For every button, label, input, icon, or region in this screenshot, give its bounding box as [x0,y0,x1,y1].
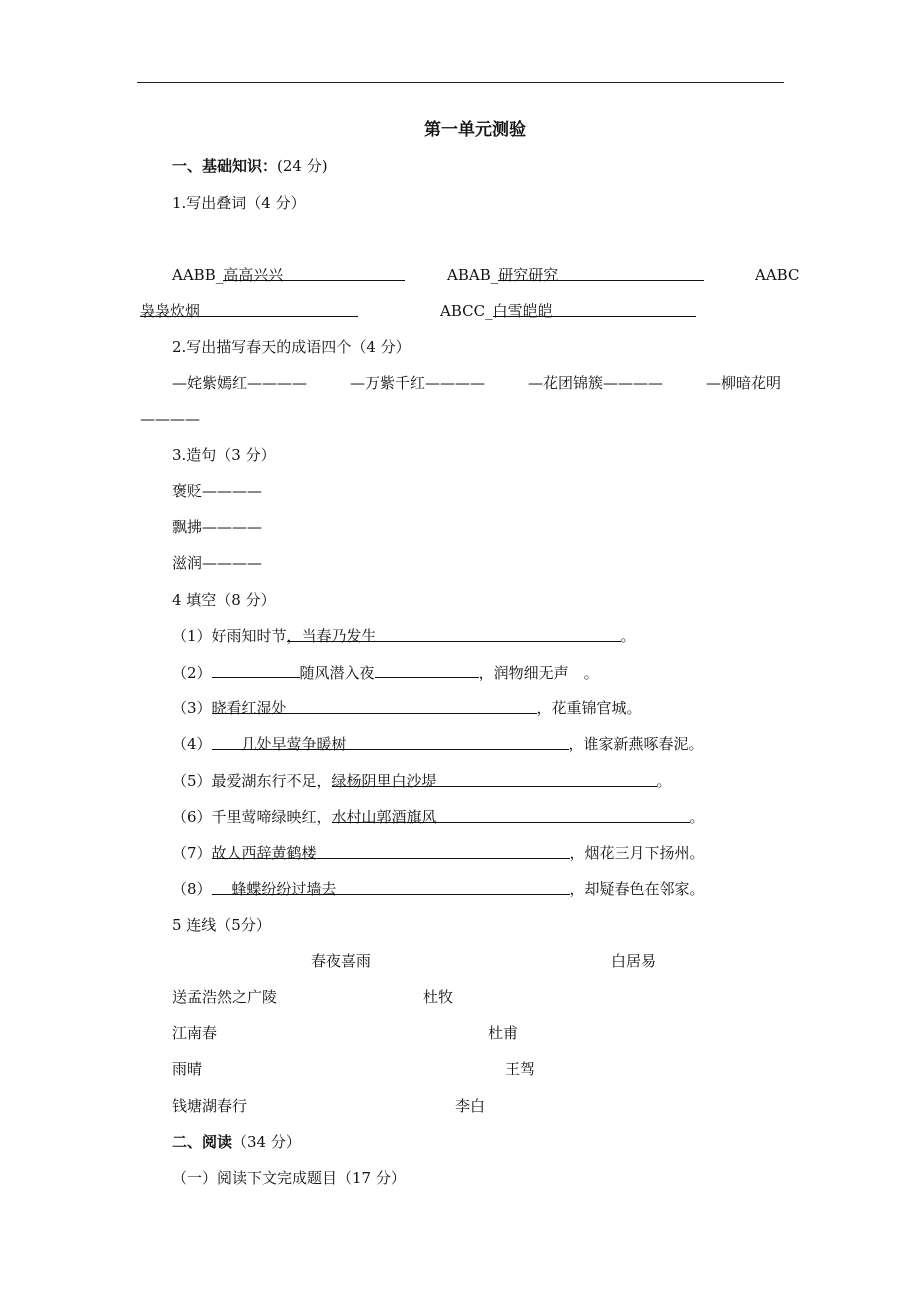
q1-abab [447,265,704,285]
fill-4-suffix: ，谁家新燕啄春泥。 [568,735,704,753]
fill-2-mid: 随风潜入夜 [299,664,375,682]
q1-abcc [440,301,696,321]
idiom-2: —万紫千红———— [350,374,486,392]
fill-2-prefix: （2） [172,664,212,682]
poet-2[interactable]: 杜牧 [423,988,454,1006]
fill-3-blank[interactable] [211,698,537,717]
fill-3-prefix: （3） [172,699,212,717]
abcc-label: ABCC_ [440,302,493,320]
poet-4[interactable]: 王驾 [505,1060,536,1078]
fill-6-prefix: （6）千里莺啼绿映红， [172,808,332,826]
fill-item-2 [172,662,599,683]
fill-5-answer: 绿杨阴里白沙堤 [331,772,437,790]
section-2-label: 二、阅读 [172,1133,233,1151]
header-rule [137,82,784,83]
fill-item-3 [172,698,642,718]
fill-4-answer: 几处早莺争暖树 [211,735,347,753]
poem-3[interactable]: 江南春 [172,1024,218,1042]
section-1-label: 一、基础知识： [172,157,278,175]
poem-4[interactable]: 雨晴 [172,1060,203,1078]
fill-item-1 [172,626,636,646]
fill-2-blank-a[interactable] [212,662,300,678]
poem-1[interactable]: 春夜喜雨 [311,952,372,970]
fill-7-blank[interactable] [211,843,570,862]
fill-1-prefix: （1）好雨知时节 [172,627,287,645]
q1-aabc-answer-row [140,301,358,321]
aabb-answer-field[interactable] [223,265,405,284]
poet-1[interactable]: 白居易 [611,952,657,970]
fill-1-blank[interactable] [286,626,621,645]
fill-item-4 [172,734,704,754]
fill-1-suffix: 。 [620,627,636,645]
fill-8-blank[interactable] [211,879,570,898]
aabc-label: AABC [755,266,800,284]
fill-item-6 [172,807,705,827]
fill-5-blank[interactable] [331,771,657,790]
q2-label: 2.写出描写春天的成语四个（4 分） [172,338,411,356]
fill-7-suffix: ，烟花三月下扬州。 [569,844,705,862]
sentence-word-2: 飘拂———— [172,518,263,536]
aabb-label: AABB_ [172,266,224,284]
page-title: 第一单元测验 [424,120,526,140]
q1-label: 1.写出叠词（4 分） [172,194,306,212]
reading-1-heading: （一）阅读下文完成题目（17 分） [172,1169,406,1187]
section-1-heading [172,156,328,176]
idiom-4-continuation: ———— [140,410,200,428]
idiom-1: —姹紫嫣红———— [172,374,308,392]
fill-3-answer: 晓看红湿处 [211,699,287,717]
idiom-4: —柳暗花明 [706,374,782,392]
poet-5[interactable]: 李白 [455,1097,486,1115]
fill-4-prefix: （4） [172,735,212,753]
fill-8-suffix: ，却疑春色在邻家。 [569,880,705,898]
poem-5[interactable]: 钱塘湖春行 [172,1097,248,1115]
poet-3[interactable]: 杜甫 [488,1024,519,1042]
sentence-word-3: 滋润———— [172,554,263,572]
q4-label: 4 填空（8 分） [172,591,276,609]
q1-aabb [172,265,405,285]
fill-7-answer: 故人西辞黄鹤楼 [211,844,317,862]
fill-3-suffix: ，花重锦官城。 [536,699,642,717]
fill-6-answer: 水村山郭酒旗风 [331,808,437,826]
idiom-3: —花团锦簇———— [528,374,664,392]
q3-label: 3.造句（3 分） [172,446,276,464]
fill-2-blank-b[interactable] [375,662,479,678]
section-2-heading [172,1132,301,1152]
abab-answer-field[interactable] [498,265,704,284]
fill-item-5 [172,771,672,791]
fill-2-suffix: ，润物细无声 。 [478,664,599,682]
fill-7-prefix: （7） [172,844,212,862]
section-1-points: (24 分) [277,157,328,175]
section-2-points: （34 分） [232,1133,301,1151]
sentence-word-1: 褒贬———— [172,482,263,500]
abab-answer: 研究研究 [498,266,559,284]
fill-1-answer: ，当春乃发生 [286,627,377,645]
fill-5-suffix: 。 [656,772,672,790]
fill-4-blank[interactable] [211,734,569,753]
fill-item-7 [172,843,705,863]
fill-5-prefix: （5）最爱湖东行不足， [172,772,332,790]
fill-8-answer: 蜂蝶纷纷过墙去 [211,880,337,898]
abcc-answer-field[interactable] [492,301,696,320]
aabb-answer: 高高兴兴 [223,266,284,284]
abab-label: ABAB_ [447,266,499,284]
fill-6-blank[interactable] [331,807,690,826]
abcc-answer: 白雪皑皑 [492,302,553,320]
poem-2[interactable]: 送孟浩然之广陵 [172,988,278,1006]
fill-8-prefix: （8） [172,880,212,898]
fill-item-8 [172,879,705,899]
fill-6-suffix: 。 [689,808,705,826]
aabc-answer-field[interactable] [140,301,358,320]
aabc-answer: 袅袅炊烟 [140,302,201,320]
q5-label: 5 连线（5分） [172,916,271,934]
